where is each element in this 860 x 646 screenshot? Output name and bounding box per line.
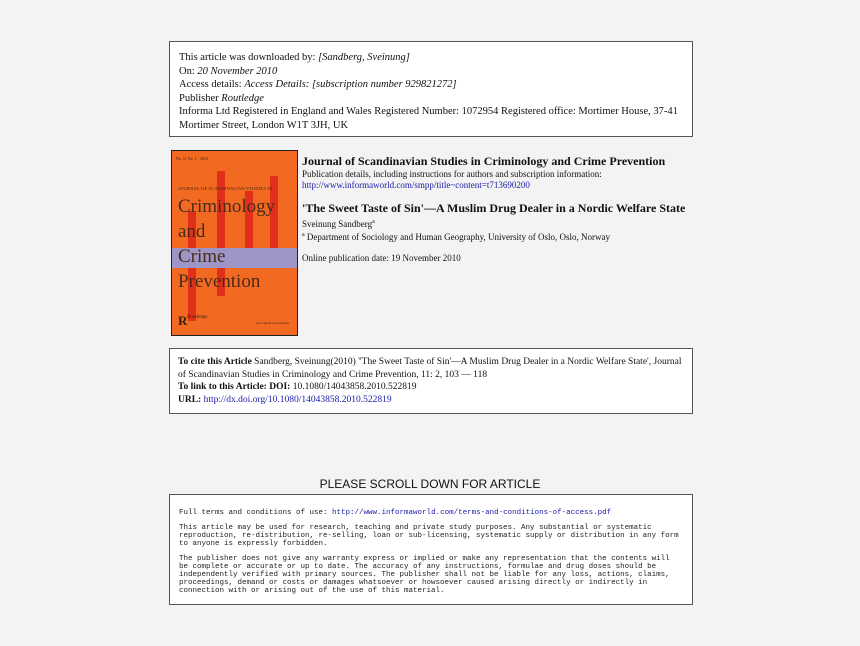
affiliation-line bbox=[302, 230, 692, 243]
terms-paragraph: The publisher does not give any warranty express or implied or make any representation that the contents will be complete or accurate or up to date. The accuracy of any instructions, formulae and drug doses should be independently verified with primary sources. The publisher shall not be liable for any loss, actions, claims, proceedings, demand or costs or damages whatsoever or howsoever caused arising directly or indirectly in connection with or arising out of the use of this material. bbox=[179, 555, 670, 595]
downloaded-by-value: [Sandberg, Sveinung] bbox=[318, 52, 410, 63]
access-details-line bbox=[179, 78, 682, 92]
terms-paragraph: This article may be used for research, teaching and private study purposes. Any substantial or systematic reproduction, re-distribution, re-selling, loan or sub-licensing, systematic supply or distribution in any form to anyone is expressly forbidden. bbox=[179, 524, 679, 548]
journal-url-link[interactable]: http://www.informaworld.com/smpp/title~content=t713690200 bbox=[302, 180, 530, 190]
cite-text: Sandberg, Sveinung(2010) ''The Sweet Taste of Sin'—A Muslim Drug Dealer in a Nordic Welfare State', Journal of Scandinavian Studies in Criminology and Crime Prevention, 11: 2, 103 — 118 bbox=[178, 357, 682, 380]
cover-title-line: Crime bbox=[178, 246, 226, 267]
download-details-box bbox=[169, 41, 693, 137]
terms-intro bbox=[179, 509, 683, 517]
cover-title-line: Criminology bbox=[178, 196, 276, 217]
affiliation-text: Department of Sociology and Human Geography, University of Oslo, Oslo, Norway bbox=[306, 232, 611, 242]
downloaded-by-label: This article was downloaded by: bbox=[179, 52, 316, 63]
article-title: 'The Sweet Taste of Sin'—A Muslim Drug Dealer in a Nordic Welfare State bbox=[302, 201, 686, 215]
download-date-label: On: bbox=[179, 65, 195, 77]
author-line bbox=[302, 217, 692, 230]
terms-intro-label: Full terms and conditions of use: bbox=[179, 509, 328, 517]
cite-label: To cite this Article bbox=[178, 357, 252, 367]
citation-box bbox=[169, 348, 693, 414]
doi-line bbox=[178, 381, 684, 394]
online-publication-date: Online publication date: 19 November 2010 bbox=[302, 253, 461, 263]
cover-title-line: Prevention bbox=[178, 271, 261, 292]
downloaded-by-line bbox=[179, 51, 682, 65]
registration-line: Informa Ltd Registered in England and Wales Registered Number: 1072954 Registered office: Mortimer House, 37-41 Mortimer Street, London W1T 3JH, UK bbox=[179, 106, 678, 131]
scroll-down-notice: PLEASE SCROLL DOWN FOR ARTICLE bbox=[319, 477, 541, 491]
download-date-value: 20 November 2010 bbox=[197, 65, 278, 77]
doi-value: 10.1080/14043858.2010.522819 bbox=[292, 382, 417, 392]
article-info bbox=[302, 154, 692, 264]
access-details-value: Access Details: [subscription number 929821272] bbox=[244, 79, 457, 90]
publisher-value: Routledge bbox=[221, 92, 264, 104]
doi-url-link[interactable]: http://dx.doi.org/10.1080/14043858.2010.522819 bbox=[203, 394, 392, 405]
routledge-logo: R bbox=[178, 313, 188, 328]
cover-title-line: and bbox=[178, 221, 206, 242]
cover-publisher-name: Routledge bbox=[187, 315, 208, 320]
cover-url: www.tandf.no/scancrim bbox=[255, 321, 289, 325]
terms-box bbox=[169, 494, 693, 605]
url-label: URL: bbox=[178, 394, 202, 405]
affiliation-superscript: a bbox=[302, 232, 305, 238]
author-name: Sveinung Sandberg bbox=[302, 219, 373, 229]
journal-title: Journal of Scandinavian Studies in Criminology and Crime Prevention bbox=[302, 154, 666, 168]
cover-series-text: JOURNAL OF SCANDINAVIAN STUDIES IN bbox=[178, 186, 273, 191]
author-superscript: a bbox=[372, 219, 375, 225]
cover-issue-text: No. 11 No. 1 · 2010 bbox=[176, 156, 208, 161]
publisher-line bbox=[179, 92, 682, 106]
download-date-line bbox=[179, 65, 682, 79]
terms-url-link[interactable]: http://www.informaworld.com/terms-and-conditions-of-access.pdf bbox=[332, 509, 612, 517]
cite-paragraph bbox=[178, 356, 684, 381]
journal-cover-image bbox=[171, 150, 298, 336]
access-details-label: Access details: bbox=[179, 79, 242, 90]
doi-label: To link to this Article: DOI: bbox=[178, 382, 291, 392]
publication-details: Publication details, including instructions for authors and subscription information: bbox=[302, 169, 602, 179]
url-line bbox=[178, 394, 684, 407]
publisher-label: Publisher bbox=[179, 92, 219, 104]
